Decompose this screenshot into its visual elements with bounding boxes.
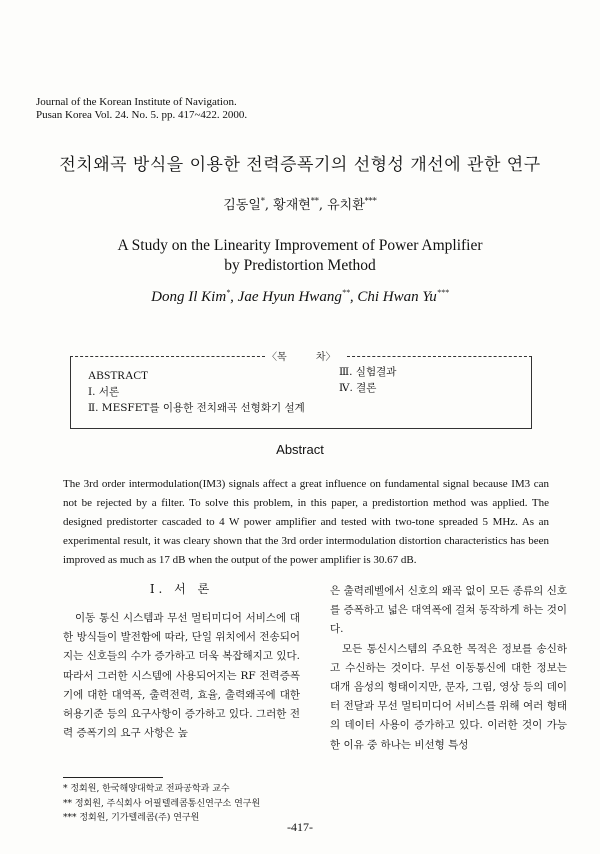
toc-heading-left: 〈목 xyxy=(267,352,287,363)
toc-item: Ⅳ. 결론 xyxy=(339,382,377,394)
footnote: ** 정회원, 주식회사 어필텔레콤통신연구소 연구원 xyxy=(63,798,261,809)
author-separator: , xyxy=(318,198,328,213)
toc-item: Ⅰ. 서론 xyxy=(88,386,120,398)
toc-heading-right: 차〉 xyxy=(315,352,336,363)
toc-item: Ⅱ. MESFET를 이용한 전치왜곡 선형화기 설계 xyxy=(88,402,305,414)
author-en-1: Dong Il Kim xyxy=(151,289,227,305)
author-en-3-mark: *** xyxy=(436,288,449,297)
paragraph: 이동 통신 시스템과 무선 멀티미디어 서비스에 대한 방식들이 발전함에 따라, 단일 위치에서 전송되어지는 신호들의 수가 증가하고 더욱 복잡해지고 있다. 따라서 그러한 시스템에 사용되어지는 RF 전력증폭기에 대한 대역폭, 출력전력, 효율, 출력왜곡에 대한 허용기준 등의 요구사항이 증가하고 있다. 그러한 전력 증폭기의 요구 사항은 높 xyxy=(63,612,300,740)
footnote: *** 정회원, 기가텔레콤(주) 연구원 xyxy=(63,813,200,823)
title-english-line-1: A Study on the Linearity Improvement of Power Amplifier xyxy=(117,237,483,254)
author-separator: , xyxy=(230,289,238,305)
page-number: -417- xyxy=(287,820,313,834)
author-en-1-mark: * xyxy=(226,288,231,297)
toc-right-column xyxy=(339,364,396,396)
author-ko-2-mark: ** xyxy=(310,196,319,206)
author-ko-1: 김동일 xyxy=(223,198,261,213)
abstract-heading: Abstract xyxy=(276,442,324,457)
toc-heading xyxy=(267,348,349,363)
table-of-contents xyxy=(70,352,532,429)
toc-border-left xyxy=(70,356,265,357)
section-1-title: Ⅰ. 서 론 xyxy=(149,582,214,596)
toc-border-right xyxy=(347,356,532,357)
author-en-2: Jae Hyun Hwang xyxy=(237,289,342,305)
title-english xyxy=(0,236,600,276)
journal-line-1: Journal of the Korean Institute of Navigation. xyxy=(36,96,237,108)
footnote: * 정회원, 한국해양대학교 전파공학과 교수 xyxy=(63,784,230,794)
toc-item: Ⅲ. 실험결과 xyxy=(339,366,397,378)
journal-citation xyxy=(36,96,247,122)
author-separator: , xyxy=(349,289,358,305)
title-english-line-2: by Predistortion Method xyxy=(224,257,376,274)
author-ko-3: 유치환 xyxy=(327,198,365,213)
paragraph: 모든 통신시스템의 주요한 목적은 정보를 송신하고 수신하는 것이다. 무선 이동통신에 대한 정보는 대개 음성의 형태이지만, 문자, 그림, 영상 등의 데이터 전달과 무선 멀티미디어 서비스를 위해 여러 형태의 데이터 사용이 증가하고 있다. 이러한 것이 가능한 이유 중 하나는 비선형 특성 xyxy=(330,642,567,751)
abstract-body: The 3rd order intermodulation(IM3) signals affect a great influence on fundamental signal because IM3 can not be rejected by a filter. To solve this problem, in this paper, a predistortion method was applied. The designed predistorter cascaded to 4 W power amplifier and tested with two-tone spreaded 5 MHz. As an experimental result, it was cleary shown that the 3rd order intermodulation distortion characteristics has been improved as much as 17 dB when the output of the power amplifier is 30.67 dB. xyxy=(63,478,549,566)
footnotes xyxy=(63,782,260,826)
author-ko-1-mark: * xyxy=(260,196,265,206)
paragraph-continuation: 은 출력레벨에서 신호의 왜곡 없이 모든 종류의 신호를 증폭하고 넓은 대역폭에 걸쳐 동작하게 하는 것이다. xyxy=(330,585,567,636)
author-ko-3-mark: *** xyxy=(364,196,377,206)
title-korean: 전치왜곡 방식을 이용한 전력증폭기의 선형성 개선에 관한 연구 xyxy=(59,155,541,175)
toc-left-column xyxy=(88,368,305,416)
footnote-divider xyxy=(63,777,163,778)
author-en-3: Chi Hwan Yu xyxy=(357,289,437,305)
authors-korean xyxy=(0,194,600,213)
author-separator: , xyxy=(264,198,274,213)
authors-english xyxy=(0,288,600,306)
body-column-left xyxy=(63,609,300,743)
author-en-2-mark: ** xyxy=(341,288,350,297)
body-column-right xyxy=(330,582,567,755)
journal-line-2: Pusan Korea Vol. 24. No. 5. pp. 417~422. 2000. xyxy=(36,109,248,121)
author-ko-2: 황재현 xyxy=(273,198,311,213)
toc-item: ABSTRACT xyxy=(88,370,149,382)
